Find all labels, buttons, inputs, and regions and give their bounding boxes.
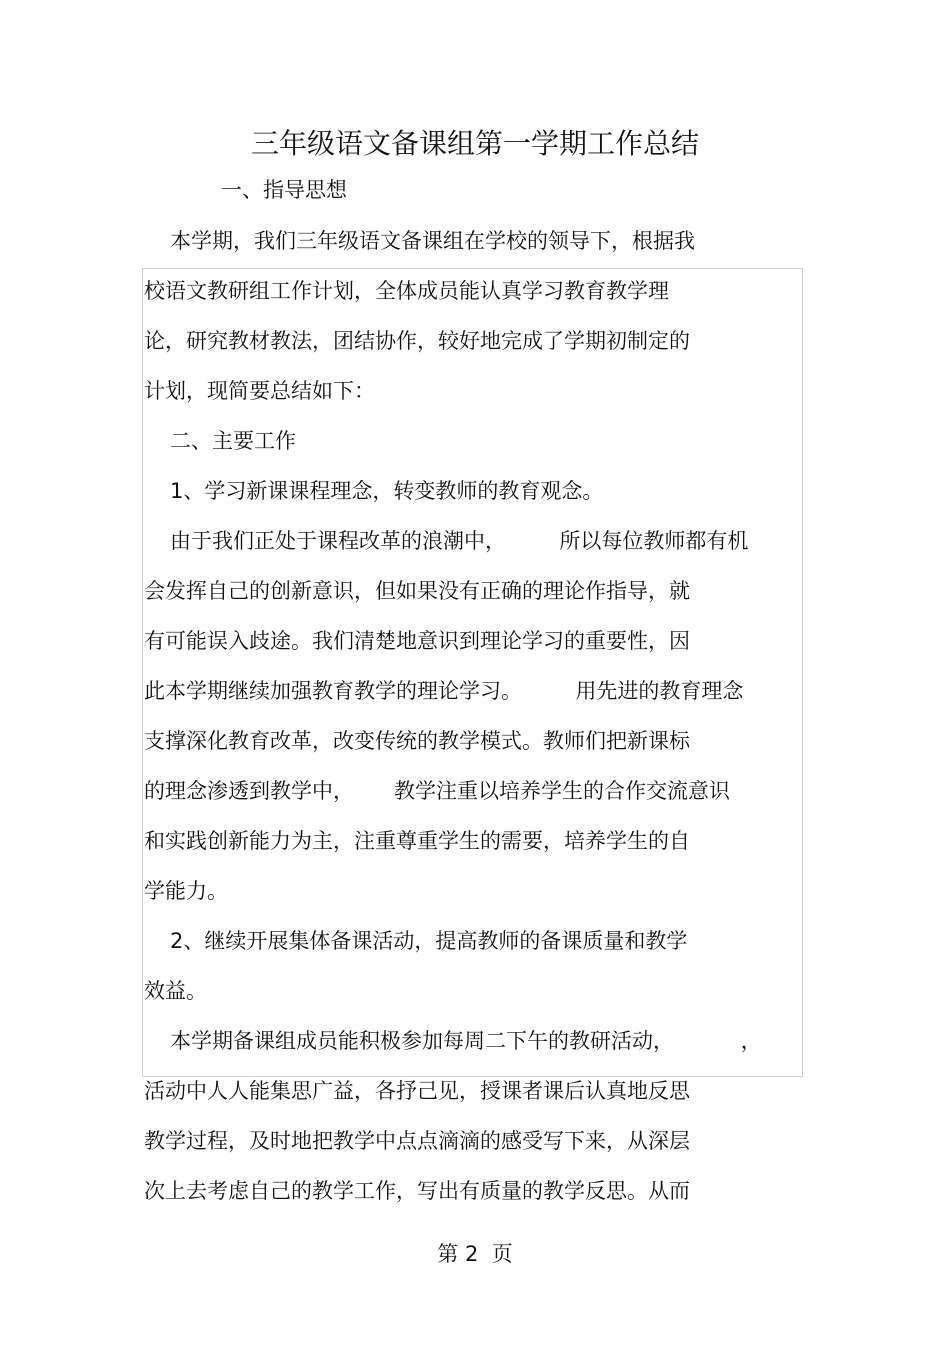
paragraph-line: 论，研究教材教法，团结协作，较好地完成了学期初制定的	[144, 329, 690, 353]
paragraph-line: 此本学期继续加强教育教学的理论学习。 用先进的教育理念	[144, 679, 744, 703]
paragraph-line: 活动中人人能集思广益，各抒己见，授课者课后认真地反思	[144, 1079, 690, 1103]
document-title: 三年级语文备课组第一学期工作总结	[250, 127, 699, 160]
section-heading: 二、主要工作	[170, 429, 296, 453]
subsection-heading: 2、继续开展集体备课活动，提高教师的备课质量和教学	[170, 929, 688, 953]
subsection-heading: 效益。	[144, 979, 207, 1003]
paragraph-line: 学能力。	[144, 879, 228, 903]
paragraph-line: 本学期，我们三年级语文备课组在学校的领导下，根据我	[170, 229, 695, 253]
paragraph-line: 和实践创新能力为主，注重尊重学生的需要，培养学生的自	[144, 829, 690, 853]
paragraph-line: 次上去考虑自己的教学工作，写出有质量的教学反思。从而	[144, 1179, 690, 1203]
paragraph-line: 支撑深化教育改革，改变传统的教学模式。教师们把新课标	[144, 729, 690, 753]
paragraph-line: 校语文教研组工作计划，全体成员能认真学习教育教学理	[144, 279, 669, 303]
paragraph-line: 本学期备课组成员能积极参加每周二下午的教研活动， ，	[170, 1029, 762, 1053]
paragraph-line: 有可能误入歧途。我们清楚地意识到理论学习的重要性，因	[144, 629, 690, 653]
paragraph-line: 计划，现简要总结如下：	[144, 379, 375, 403]
page-number: 第 2 页	[437, 1242, 513, 1266]
paragraph-line: 会发挥自己的创新意识，但如果没有正确的理论作指导，就	[144, 579, 690, 603]
subsection-heading: 1、学习新课课程理念，转变教师的教育观念。	[170, 479, 604, 503]
paragraph-line: 的理念渗透到教学中， 教学注重以培养学生的合作交流意识	[144, 779, 731, 803]
paragraph-line: 由于我们正处于课程改革的浪潮中， 所以每位教师都有机	[170, 529, 749, 553]
section-heading: 一、指导思想	[221, 178, 347, 202]
paragraph-line: 教学过程，及时地把教学中点点滴滴的感受写下来，从深层	[144, 1129, 690, 1153]
